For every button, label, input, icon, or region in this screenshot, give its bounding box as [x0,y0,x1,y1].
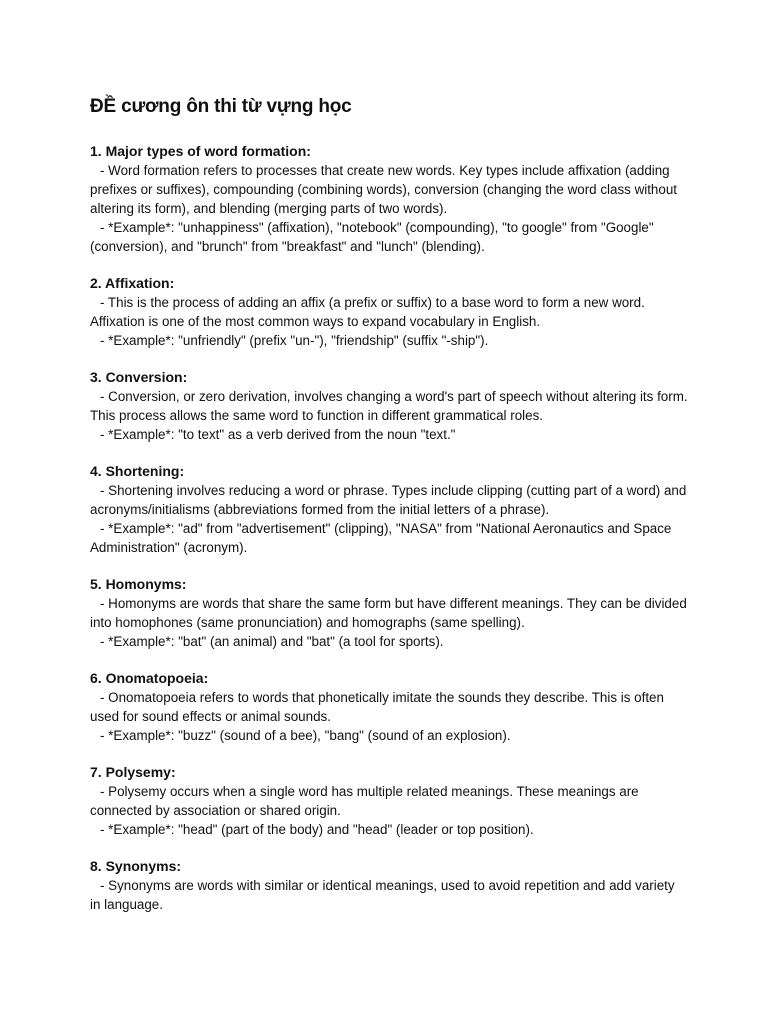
section-heading: 1. Major types of word formation: [90,143,311,159]
section-conversion [90,368,688,444]
section-heading: 5. Homonyms: [90,576,187,592]
section-description: - Conversion, or zero derivation, involves changing a word's part of speech without altering its form. This process allows the same word to function in different grammatical roles. [90,389,688,423]
section-synonyms [90,857,688,914]
section-homonyms [90,575,688,651]
section-word-formation [90,142,688,256]
section-heading: 8. Synonyms: [90,858,182,874]
section-heading: 7. Polysemy: [90,764,176,780]
section-shortening [90,462,688,557]
section-example: - *Example*: "buzz" (sound of a bee), "bang" (sound of an explosion). [100,728,511,743]
section-description: - This is the process of adding an affix (a prefix or suffix) to a base word to form a new word. Affixation is one of the most common ways to expand vocabulary in English. [90,295,645,329]
section-polysemy [90,763,688,839]
section-example: - *Example*: "to text" as a verb derived from the noun "text." [100,427,456,442]
section-example: - *Example*: "ad" from "advertisement" (clipping), "NASA" from "National Aeronautics and Space Administration" (acronym). [90,521,672,555]
section-heading: 3. Conversion: [90,369,188,385]
section-description: - Homonyms are words that share the same form but have different meanings. They can be divided into homophones (same pronunciation) and homographs (same spelling). [90,596,687,630]
section-heading: 2. Affixation: [90,275,175,291]
section-example: - *Example*: "bat" (an animal) and "bat" (a tool for sports). [100,634,444,649]
section-description: - Synonyms are words with similar or identical meanings, used to avoid repetition and add variety in language. [90,878,675,912]
section-affixation [90,274,688,350]
section-example: - *Example*: "unhappiness" (affixation), "notebook" (compounding), "to google" from "Google" (conversion), and "brunch" from "breakfast" and "lunch" (blending). [90,220,654,254]
document-title: ĐỀ cương ôn thi từ vựng học [90,96,352,117]
section-description: - Word formation refers to processes that create new words. Key types include affixation (adding prefixes or suffixes), compounding (combining words), conversion (changing the word class without altering its form), and blending (merging parts of two words). [90,163,677,216]
section-description: - Shortening involves reducing a word or phrase. Types include clipping (cutting part of a word) and acronyms/initialisms (abbreviations formed from the initial letters of a phrase). [90,483,687,517]
section-example: - *Example*: "head" (part of the body) and "head" (leader or top position). [100,822,534,837]
section-example: - *Example*: "unfriendly" (prefix "un-"), "friendship" (suffix "-ship"). [100,333,489,348]
section-onomatopoeia [90,669,688,745]
section-description: - Onomatopoeia refers to words that phonetically imitate the sounds they describe. This is often used for sound effects or animal sounds. [90,690,664,724]
section-heading: 6. Onomatopoeia: [90,670,209,686]
section-heading: 4. Shortening: [90,463,185,479]
section-description: - Polysemy occurs when a single word has multiple related meanings. These meanings are connected by association or shared origin. [90,784,639,818]
